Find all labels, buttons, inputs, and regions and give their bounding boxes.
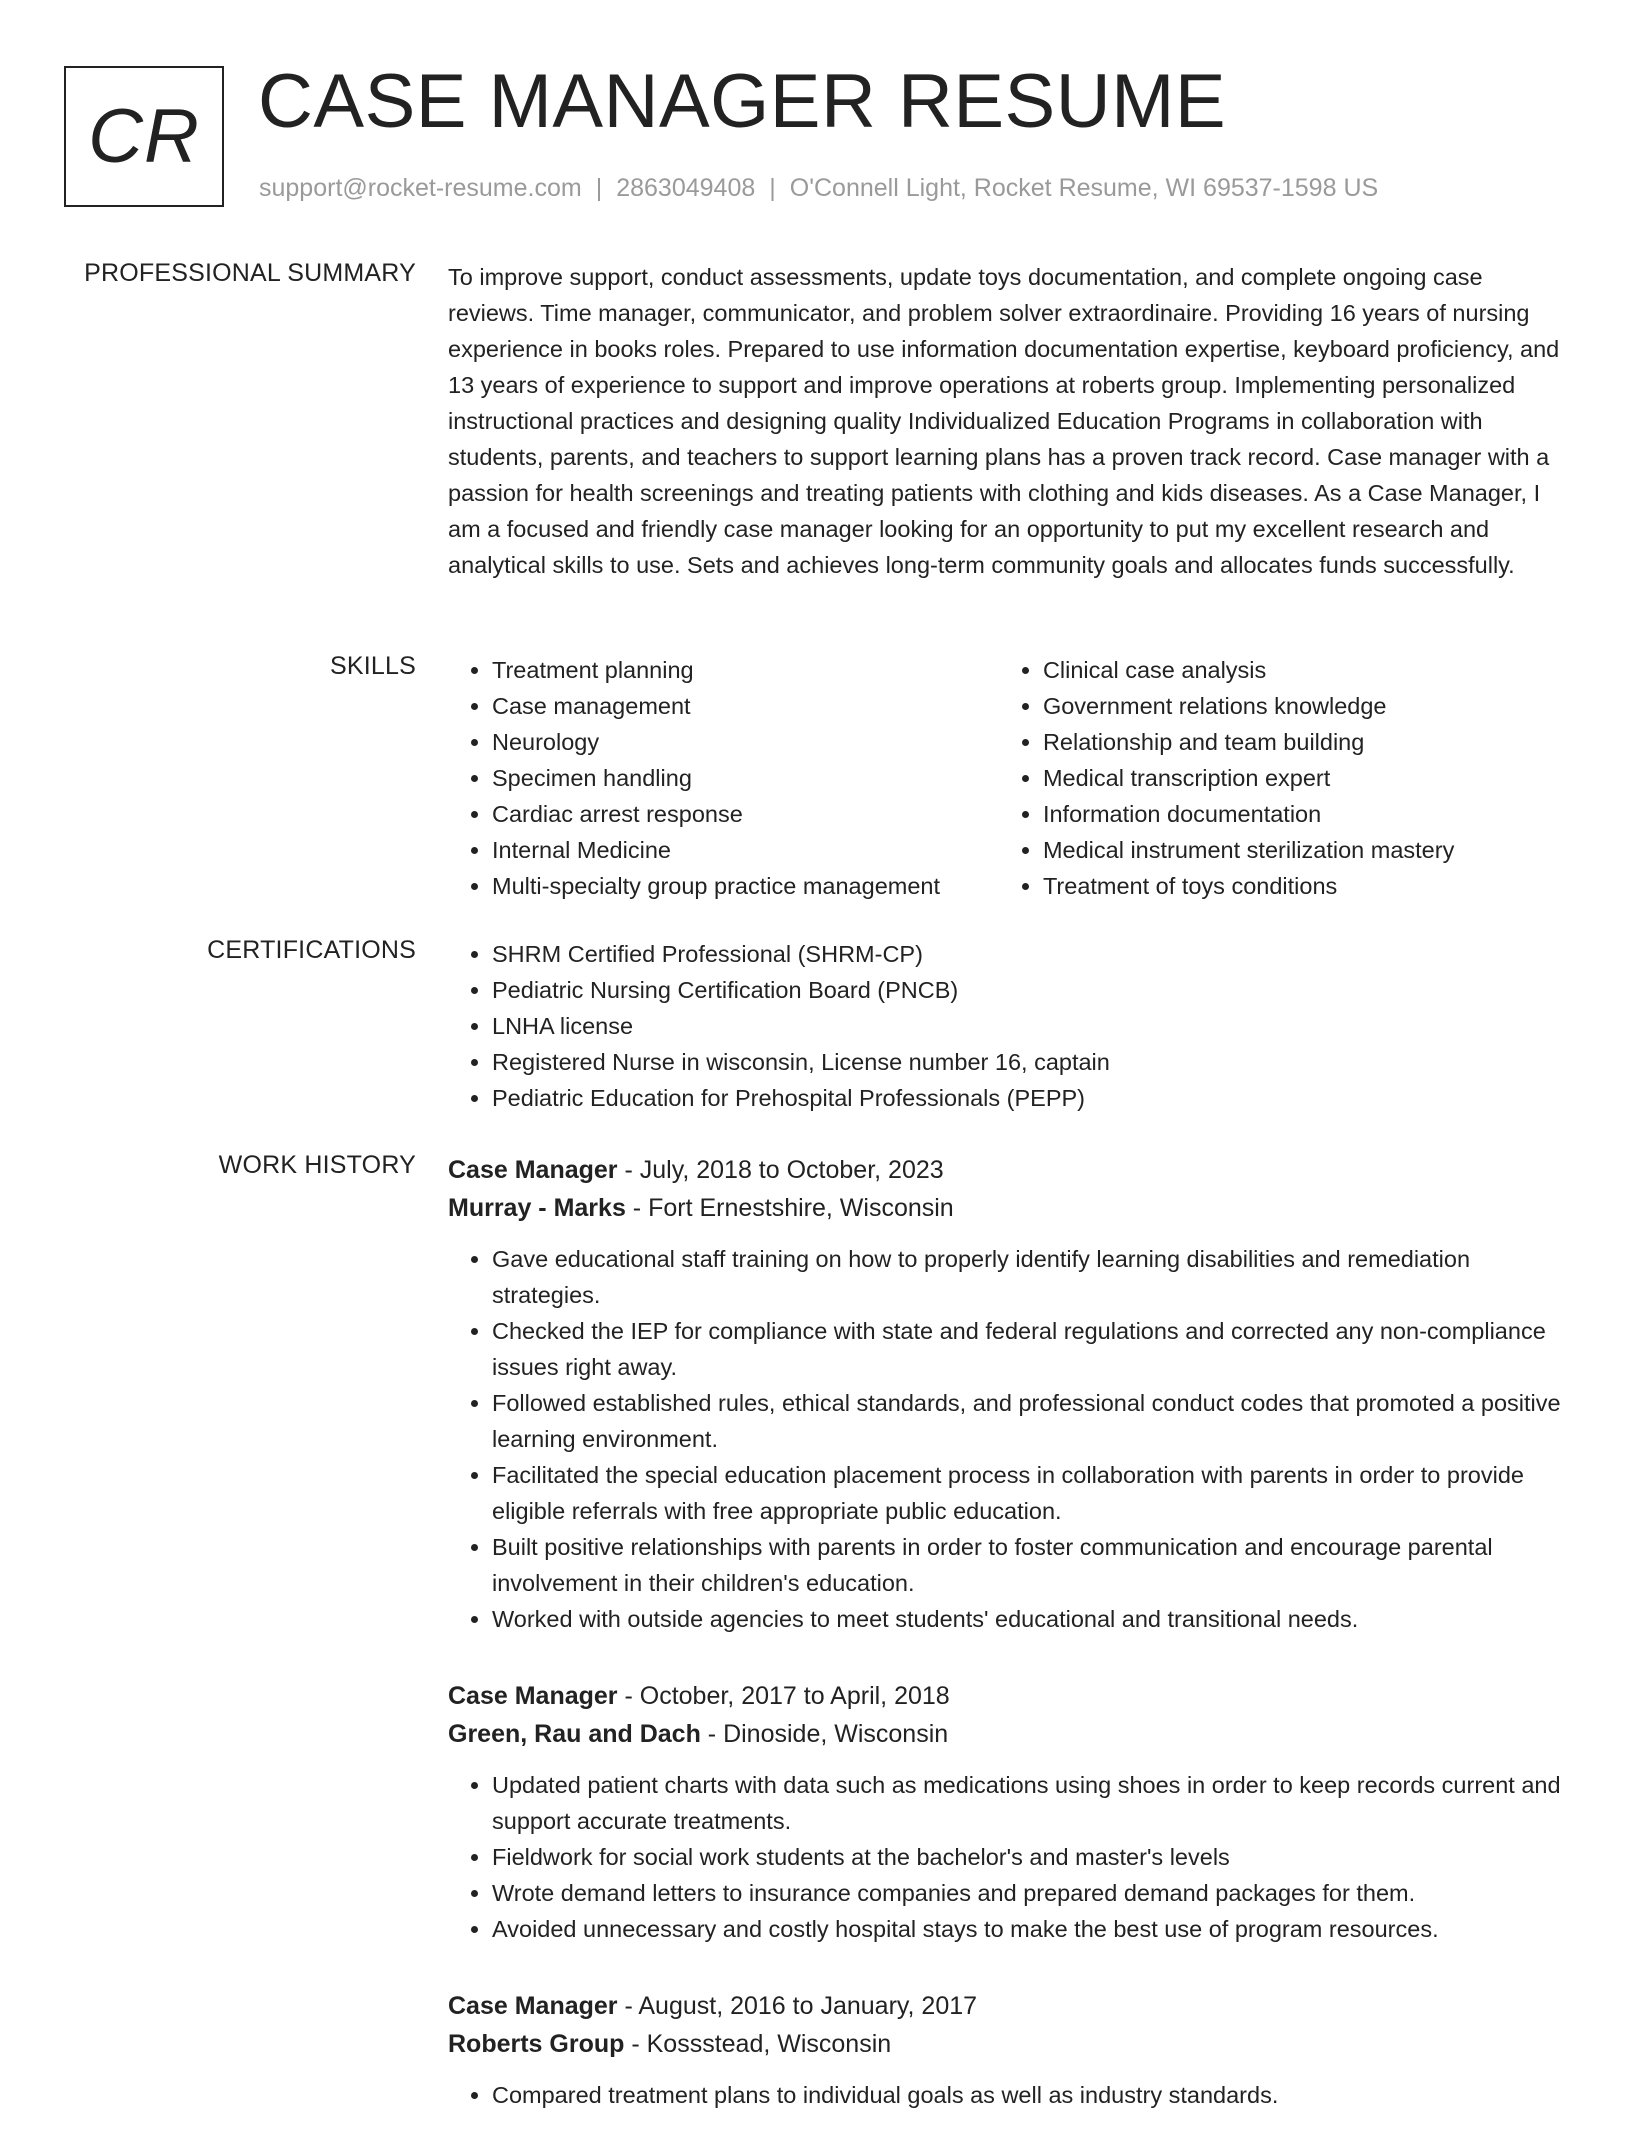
summary-text: To improve support, conduct assessments, update toys documentation, and complete ongoing case reviews. Time manager, communicator, and problem solver extraordinaire. Providing 16 years of nursing experience in books roles. Prepared to use information documentation expertise, keyboard proficiency, and 13 years of experience to support and improve operations at roberts group. Implementing personalized instructional practices and designing quality Individualized Education Programs in collaboration with students, parents, and teachers to support learning plans has a proven track record. Case manager with a passion for health screenings and treating patients with clothing and kids diseases. As a Case Manager, I am a focused and friendly case manager looking for an opportunity to put my excellent research and analytical skills to use. Sets and achieves long-term community goals and allocates funds successfully. (448, 264, 1560, 578)
job-bullets (448, 1241, 1572, 1637)
job-location: - Kossstead, Wisconsin (624, 2030, 892, 2058)
skill-item: • Relationship and team building (1043, 724, 1572, 760)
certification-item: • Pediatric Nursing Certification Board (PNCB) (492, 972, 1572, 1008)
job-bullets (448, 2077, 1572, 2113)
skill-item: • Case management (492, 688, 999, 724)
summary-body (448, 259, 1572, 583)
job-bullet: • Built positive relationships with parents in order to foster communication and encourage parental involvement in their children's education. (492, 1529, 1572, 1601)
skill-item: • Treatment of toys conditions (1043, 868, 1572, 904)
skills-list-right (999, 652, 1572, 904)
certifications-body (448, 936, 1572, 1116)
job-bullet: • Wrote demand letters to insurance companies and prepared demand packages for them. (492, 1875, 1572, 1911)
section-label-skills: SKILLS (330, 652, 416, 680)
skill-item: • Treatment planning (492, 652, 999, 688)
job-company-line (448, 1189, 1572, 1227)
job-title: Case Manager (448, 1156, 618, 1184)
contact-line (259, 174, 1378, 203)
job-dates: - October, 2017 to April, 2018 (617, 1682, 950, 1710)
monogram-logo (64, 66, 224, 207)
work-history-body (448, 1151, 1572, 2153)
job-bullet: • Fieldwork for social work students at the bachelor's and master's levels (492, 1839, 1572, 1875)
job-entry (448, 1151, 1572, 1637)
job-company: Green, Rau and Dach (448, 1720, 701, 1748)
job-bullet: • Checked the IEP for compliance with state and federal regulations and corrected any non-compliance issues right away. (492, 1313, 1572, 1385)
job-bullet: • Updated patient charts with data such as medications using shoes in order to keep records current and support accurate treatments. (492, 1767, 1572, 1839)
skill-item: • Medical transcription expert (1043, 760, 1572, 796)
job-dates: - July, 2018 to October, 2023 (617, 1156, 944, 1184)
skills-body (448, 652, 1572, 904)
job-bullet: • Compared treatment plans to individual goals as well as industry standards. (492, 2077, 1572, 2113)
job-company-line (448, 2025, 1572, 2063)
contact-separator: | (595, 174, 603, 202)
job-title-line (448, 1151, 1572, 1189)
contact-phone[interactable]: 2863049408 (616, 174, 756, 202)
monogram-initials: CR (88, 94, 200, 179)
job-company: Murray - Marks (448, 1194, 626, 1222)
job-title-line (448, 1677, 1572, 1715)
job-bullet: • Gave educational staff training on how to properly identify learning disabilities and remediation strategies. (492, 1241, 1572, 1313)
skill-item: • Neurology (492, 724, 999, 760)
skill-item: • Government relations knowledge (1043, 688, 1572, 724)
certification-item: • LNHA license (492, 1008, 1572, 1044)
skill-item: • Clinical case analysis (1043, 652, 1572, 688)
skill-item: • Specimen handling (492, 760, 999, 796)
skill-item: • Medical instrument sterilization mastery (1043, 832, 1572, 868)
skill-item: • Cardiac arrest response (492, 796, 999, 832)
job-dates: - August, 2016 to January, 2017 (617, 1992, 978, 2020)
contact-address: O'Connell Light, Rocket Resume, WI 69537-1598 US (789, 174, 1379, 202)
job-bullet: • Avoided unnecessary and costly hospital stays to make the best use of program resources. (492, 1911, 1572, 1947)
certification-item: • SHRM Certified Professional (SHRM-CP) (492, 936, 1572, 972)
job-location: - Dinoside, Wisconsin (700, 1720, 949, 1748)
contact-separator: | (769, 174, 776, 202)
certification-item: • Pediatric Education for Prehospital Professionals (PEPP) (492, 1080, 1572, 1116)
job-title: Case Manager (448, 1682, 618, 1710)
contact-email[interactable]: support@rocket-resume.com (259, 174, 582, 202)
job-title: Case Manager (448, 1992, 618, 2020)
job-company: Roberts Group (448, 2030, 625, 2058)
skill-item: • Multi-specialty group practice management (492, 868, 999, 904)
job-entry (448, 1987, 1572, 2113)
job-bullet: • Followed established rules, ethical standards, and professional conduct codes that promoted a positive learning environment. (492, 1385, 1572, 1457)
resume-title: CASE MANAGER RESUME (258, 59, 1227, 144)
section-label-certifications: CERTIFICATIONS (207, 936, 416, 964)
job-company-line (448, 1715, 1572, 1753)
skill-item: • Information documentation (1043, 796, 1572, 832)
job-entry (448, 1677, 1572, 1947)
job-bullets (448, 1767, 1572, 1947)
job-title-line (448, 1987, 1572, 2025)
section-label-work-history: WORK HISTORY (218, 1151, 416, 1179)
section-label-summary: PROFESSIONAL SUMMARY (84, 259, 416, 287)
skill-item: • Internal Medicine (492, 832, 999, 868)
certifications-list (448, 936, 1572, 1116)
job-bullet: • Facilitated the special education placement process in collaboration with parents in order to provide eligible referrals with free appropriate public education. (492, 1457, 1572, 1529)
certification-item: • Registered Nurse in wisconsin, License number 16, captain (492, 1044, 1572, 1080)
skills-list-left (448, 652, 999, 904)
job-location: - Fort Ernestshire, Wisconsin (625, 1194, 954, 1222)
job-bullet: • Worked with outside agencies to meet students' educational and transitional needs. (492, 1601, 1572, 1637)
